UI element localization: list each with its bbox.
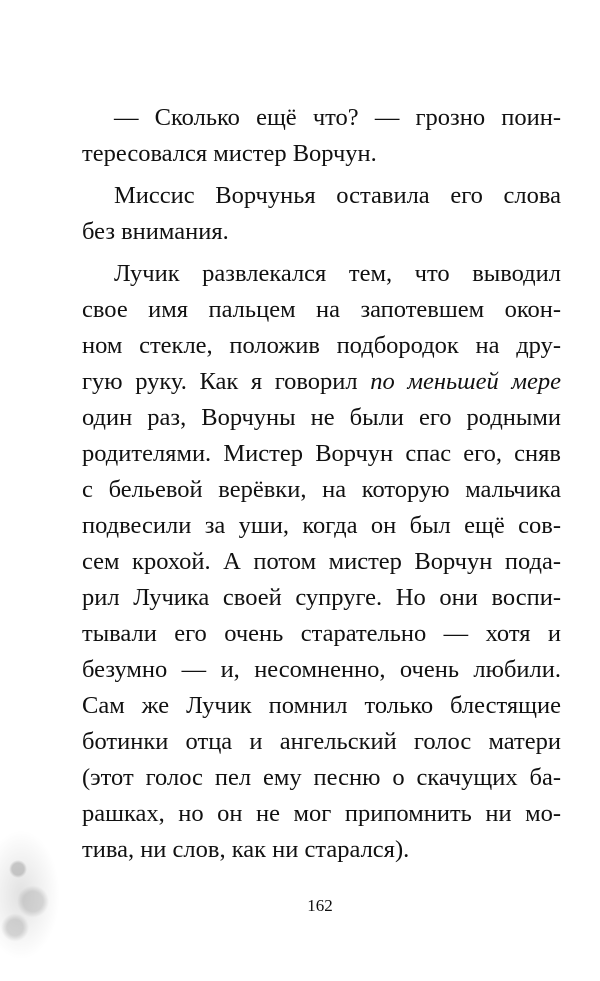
text-line: сем крохой. А потом мистер Ворчун пода-: [82, 548, 561, 575]
text-line: ботинки отца и ангельский голос матери: [82, 728, 561, 755]
text-line: Миссис Ворчунья оставила его слова: [114, 182, 561, 209]
text-line: свое имя пальцем на запотевшем окон-: [82, 296, 561, 323]
paragraph-2: [82, 178, 561, 250]
text-line: [82, 364, 561, 400]
text-line: Сам же Лучик помнил только блестящие: [82, 692, 561, 719]
text-line: родителями. Мистер Ворчун спас его, сняв: [82, 440, 561, 467]
text-line: ном стекле, положив подбородок на дру-: [82, 332, 561, 359]
text-line: рил Лучика своей супруге. Но они воспи-: [82, 584, 561, 611]
paragraph-1: [82, 100, 561, 172]
text-line: безумно — и, несомненно, очень любили.: [82, 656, 561, 683]
text-line: — Сколько ещё что? — грозно поин-: [114, 104, 561, 131]
text-line: один раз, Ворчуны не были его родными: [82, 404, 561, 431]
text-line: тывали его очень старательно — хотя и: [82, 620, 561, 647]
page-body: [82, 100, 561, 874]
text-line: тива, ни слов, как ни старался).: [82, 836, 410, 863]
italic-phrase: по меньшей мере: [370, 368, 561, 395]
scan-smudge: [0, 830, 60, 960]
text-line: рашках, но он не мог припомнить ни мо-: [82, 800, 561, 827]
text-segment: гую руку. Как я говорил: [82, 368, 371, 395]
text-line: без внимания.: [82, 218, 229, 245]
page-number: 162: [307, 896, 333, 915]
paragraph-3: [82, 256, 561, 868]
text-line: Лучик развлекался тем, что выводил: [114, 260, 561, 287]
text-line: с бельевой верёвки, на которую мальчика: [82, 476, 561, 503]
text-line: тересовался мистер Ворчун.: [82, 140, 377, 167]
text-line: (этот голос пел ему песню о скачущих ба-: [82, 764, 561, 791]
text-line: подвесили за уши, когда он был ещё сов-: [82, 512, 561, 539]
